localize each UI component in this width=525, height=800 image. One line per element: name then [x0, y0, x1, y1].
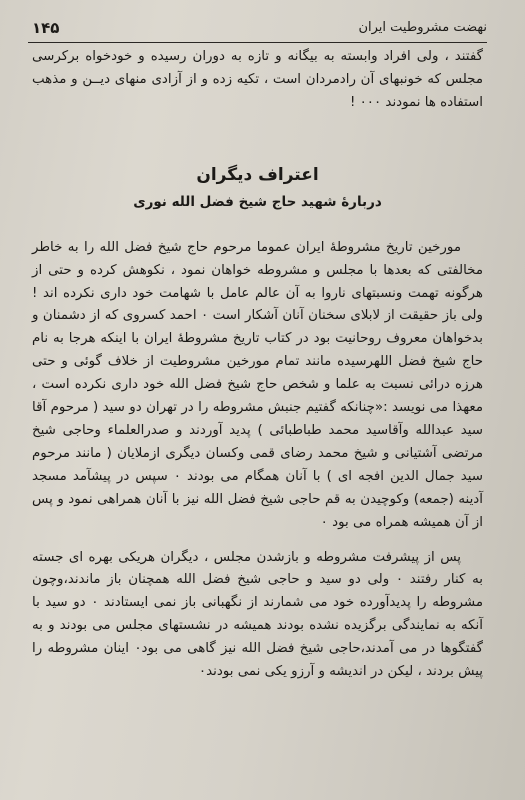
body-paragraph-2: پس از پیشرفت مشروطه و بازشدن مجلس ، دیگران هریکی بهره ای جسته به کنار رفتند ۰ ولی دو سید و حاجی شیخ فضل الله همچنان باز ماندند،وچون مشروطه را پدیدآورده خود می شمارند از نگهبانی باز نمی ایستادند ۰ دو سید با آنکه به نمایندگی برگزیده نشده بودند همیشه در نشستهای مجلس می بودند و به گفتگوها در می آمدند،حاجی شیخ فضل الله نیز گاهی می بود۰ اینان مشروطه را پیش بردند ، لیکن در اندیشه و آرزو یکی نمی بودند۰ [32, 549, 483, 680]
page-number: ۱۴۵ [32, 19, 60, 37]
body-paragraph-1: مورخین تاریخ مشروطهٔ ایران عموما مرحوم حاج شیخ فضل الله را به خاطر مخالفتی که بعدها با مجلس و مشروطه خواهان نمود ، نکوهش کرده و حتی از هرگونه تهمت ونسبتهای ناروا به آن عالم عامل با شهامت خود داری نکرده اند ! ولی باز حقیقت از لابلای سخنان آنان آشکار است ۰ احمد کسروی که از دشمنان و بدخواهان معروف روحانیت بود در کتاب تاریخ مشروطهٔ ایران با اینکه هرجا به نام حاج شیخ فضل اللهرسیده مانند تمام مورخین مشروطیت از خلاف گوئی و حتی هرزه درائی نسبت به علما و شخص حاج شیخ فضل الله خود داری نکرده است ، معهذا می نویسد :«چنانکه گفتیم جنبش مشروطه را در تهران دو سید ( مرحوم آقا سید عبدالله وآقاسید محمد طباطبائی ) پدید آوردند و صدرالعلماء وحاجی شیخ مرتضی آشتیانی و شیخ محمد رضای قمی وکسان دیگری ازملایان ( مانند مرحوم سید جمال الدین افجه ای ) با آنان همگام می بودند ۰ سپس در پیشآمد مسجد آدینه (جمعه) وکوچیدن به قم حاجی شیخ فضل الله نیز با آنان همراهی نمود و پس از آن همیشه همراه می بود ۰ [32, 239, 483, 530]
page-body [32, 46, 483, 684]
paragraph-spacer [32, 535, 483, 547]
section-subtitle: دربارهٔ شهید حاج شیخ فضل الله نوری [133, 193, 382, 210]
section-title: اعتراف دیگران [196, 164, 319, 185]
page-header [28, 18, 487, 43]
intro-paragraph: گفتند ، ولی افراد وابسته به بیگانه و تازه به دوران رسیده و خودخواه برکرسی مجلس که خونبهای آن رادمردان است ، تکیه زده و از آزادی منهای دیــن و مذهب استفاده ها نمودند ۰۰۰ ! [32, 49, 483, 110]
running-title: نهضت مشروطیت ایران [358, 20, 487, 35]
